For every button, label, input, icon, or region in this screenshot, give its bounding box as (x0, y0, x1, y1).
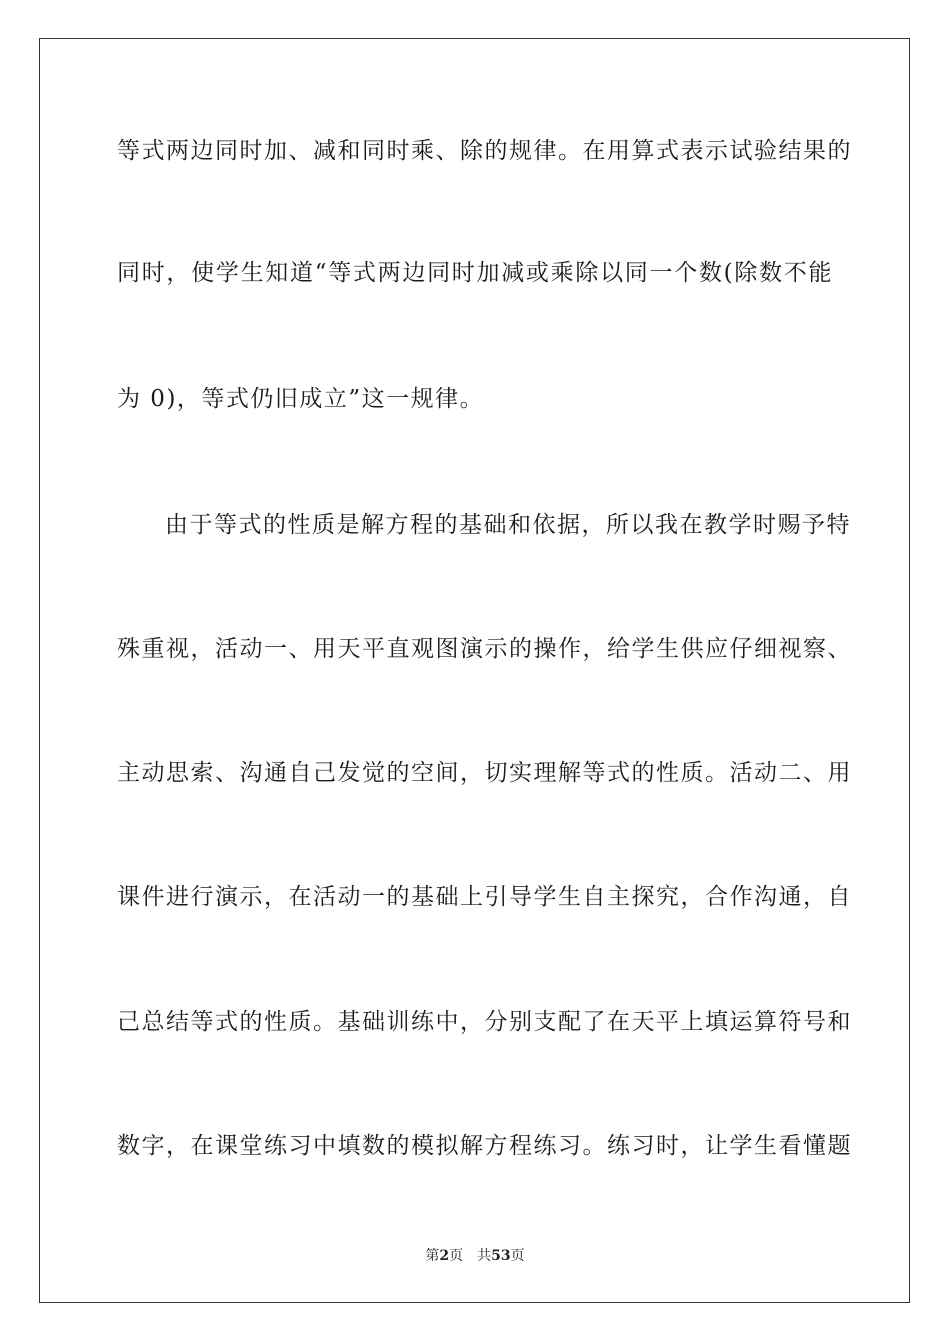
text-line-1: 等式两边同时加、减和同时乘、除的规律。在用算式表示试验结果的 (117, 138, 852, 164)
page-footer (0, 1247, 950, 1265)
page-prefix: 第 (425, 1248, 440, 1264)
total-suffix: 页 (510, 1248, 525, 1264)
text-line-6: 主动思索、沟通自己发觉的空间，切实理解等式的性质。活动二、用 (117, 760, 852, 786)
text-line-8: 己总结等式的性质。基础训练中，分别支配了在天平上填运算符号和 (117, 1009, 852, 1035)
text-line-5: 殊重视，活动一、用天平直观图演示的操作，给学生供应仔细视察、 (117, 636, 852, 662)
total-prefix: 共 (477, 1248, 492, 1264)
text-line-7: 课件进行演示，在活动一的基础上引导学生自主探究，合作沟通，自 (117, 884, 852, 910)
total-pages: 53 (491, 1248, 511, 1264)
text-line-4: 由于等式的性质是解方程的基础和依据，所以我在教学时赐予特 (165, 512, 851, 538)
text-line-9: 数字，在课堂练习中填数的模拟解方程练习。练习时，让学生看懂题 (117, 1133, 852, 1159)
text-line-3: 为 0)，等式仍旧成立”这一规律。 (117, 386, 485, 412)
text-line-2: 同时，使学生知道“等式两边同时加减或乘除以同一个数(除数不能 (117, 260, 833, 286)
page-number: 2 (439, 1248, 450, 1264)
page-border (39, 38, 910, 1303)
page-suffix: 页 (449, 1248, 464, 1264)
